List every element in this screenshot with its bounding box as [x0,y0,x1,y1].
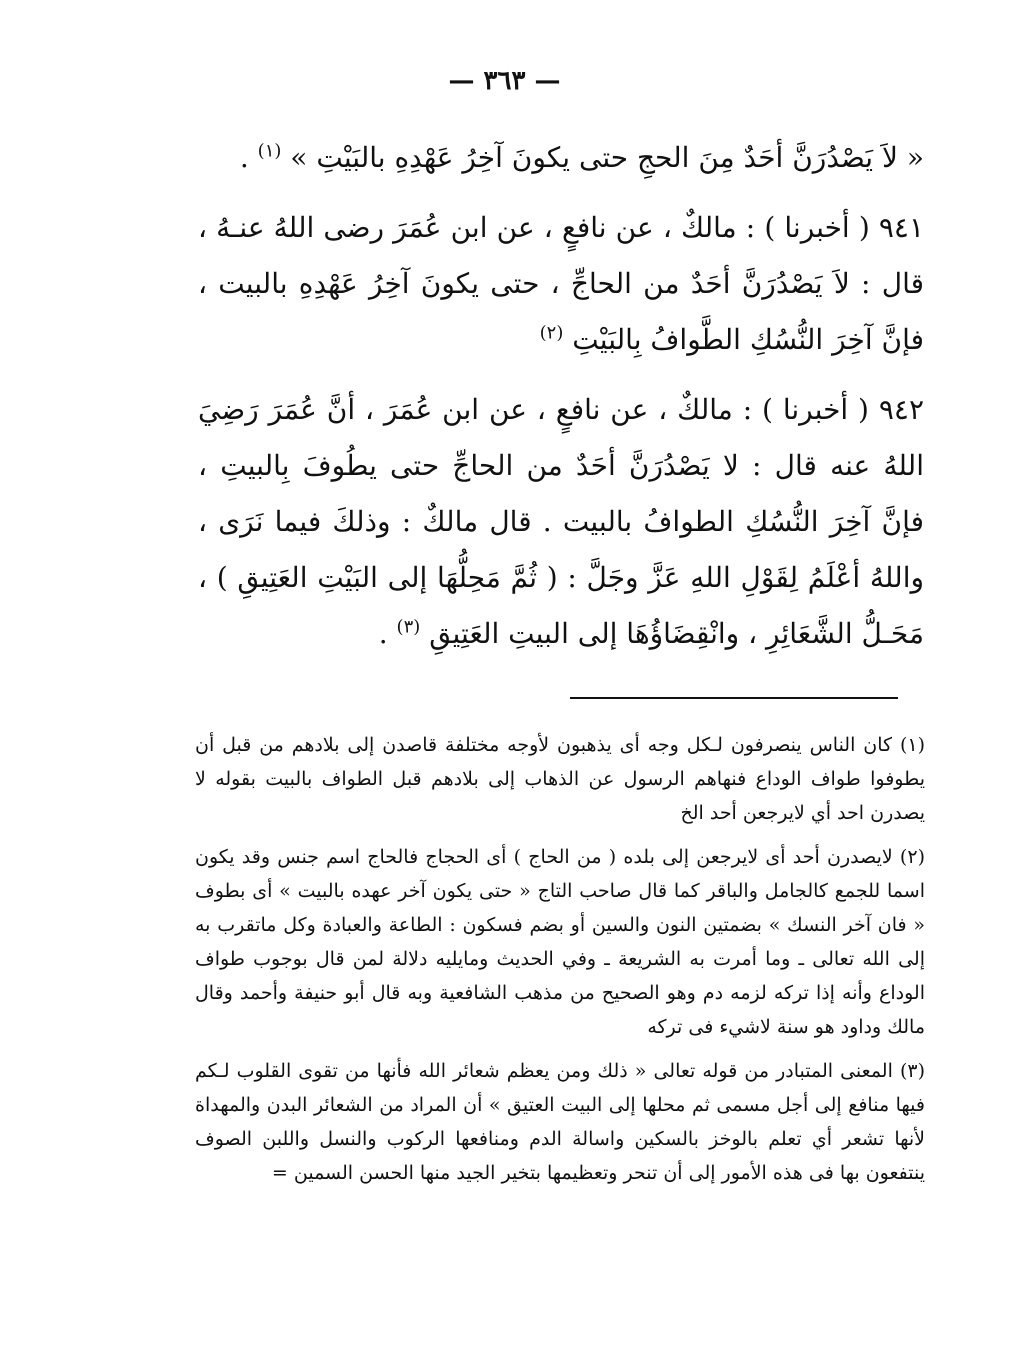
opening-quote-tail: . [239,141,249,174]
footnote-divider [570,697,898,699]
opening-quote [198,130,924,186]
page-number: — ٣٦٣ — [448,66,561,96]
footnote-ref-1: (١) [257,140,282,162]
hadith-942-tail: . [378,617,388,650]
opening-quote-text: « لاَ يَصْدُرَنَّ أحَدٌ مِنَ الحجِ حتى يكونَ آخِرُ عَهْدِهِ بالبَيْتِ » [290,141,924,174]
footnote-3: (٣) المعنى المتبادر من قوله تعالى « ذلك ومن يعظم شعائر الله فأنها من تقوى القلوب لـكم فيها منافع إلى أجل مسمى ثم محلها إلى البيت العتيق » أن المراد من الشعائر البدن والمهداة لأنها تشعر أي تعلم بالوخز بالسكين واسالة الدم ومنافعها الركوب والنسل واللبن الصوف ينتفعون بها فى هذه الأمور إلى أن تنحر وتعظيمها بتخير الجيد منها الحسن السمين = [195,1060,925,1184]
footnote-ref-3: (٣) [396,616,421,638]
footnote-1: (١) كان الناس ينصرفون لـكل وجه أى يذهبون لأوجه مختلفة قاصدن إلى بلادهم من قبل أن يطوفوا طواف الوداع فنهاهم الرسول عن الذهاب إلى بلادهم قبل الطواف بالبيت بقوله لا يصدرن احد أي لايرجعن أحد الخ [195,734,925,824]
footnote-ref-2: (٢) [539,322,564,344]
footnotes [195,728,925,1200]
hadith-941-text: ٩٤١ ( أخبرنا ) : مالكٌ ، عن نافعٍ ، عن ابن عُمَرَ رضى اللهُ عنـهُ ، قال : لاَ يَصْدُرَنَّ أحَدٌ من الحاجِّ ، حتى يكونَ آخِرُ عَهْدِهِ بالبيت ، فإنَّ آخِرَ النُّسُكِ الطَّوافُ بِالبَيْتِ [198,211,924,356]
hadith-941 [198,200,924,368]
footnote-2: (٢) لايصدرن أحد أى لايرجعن إلى بلده ( من الحاج ) أى الحجاج فالحاج اسم جنس وقد يكون اسما للجمع كالجامل والباقر كما قال صاحب التاج « حتى يكون آخر عهده بالبيت » أى بطوف « فان آخر النسك » بضمتين النون والسين أو بضم فسكون : الطاعة والعبادة وكل ماتقرب به إلى الله تعالى ـ وما أمرت به الشريعة ـ وفي الحديث ومايليه دلالة لمن قال بوجوب طواف الوداع وأنه إذا تركه لزمه دم وهو الصحيح من مذهب الشافعية وبه قال أبو حنيفة وأحمد وقال مالك وداود هو سنة لاشيء فى تركه [195,846,925,1038]
hadith-942 [198,382,924,662]
hadith-942-text: ٩٤٢ ( أخبرنا ) : مالكٌ ، عن نافعٍ ، عن ابن عُمَرَ ، أنَّ عُمَرَ رَضِيَ اللهُ عنه قال : لا يَصْدُرَنَّ أحَدٌ من الحاجِّ حتى يطُوفَ بِالبيتِ ، فإنَّ آخِرَ النُّسُكِ الطوافُ بالبيت . قال مالكٌ : وذلكَ فيما نَرَى ، واللهُ أعْلَمُ لِقَوْلِ اللهِ عَزَّ وجَلَّ : ( ثُمَّ مَحِلُّهَا إلى البَيْتِ العَتِيقِ ) ، مَحَـلُّ الشَّعَائِرِ ، وانْقِضَاؤُهَا إلى البيتِ العَتِيقِ [198,393,924,650]
main-text [198,130,924,676]
